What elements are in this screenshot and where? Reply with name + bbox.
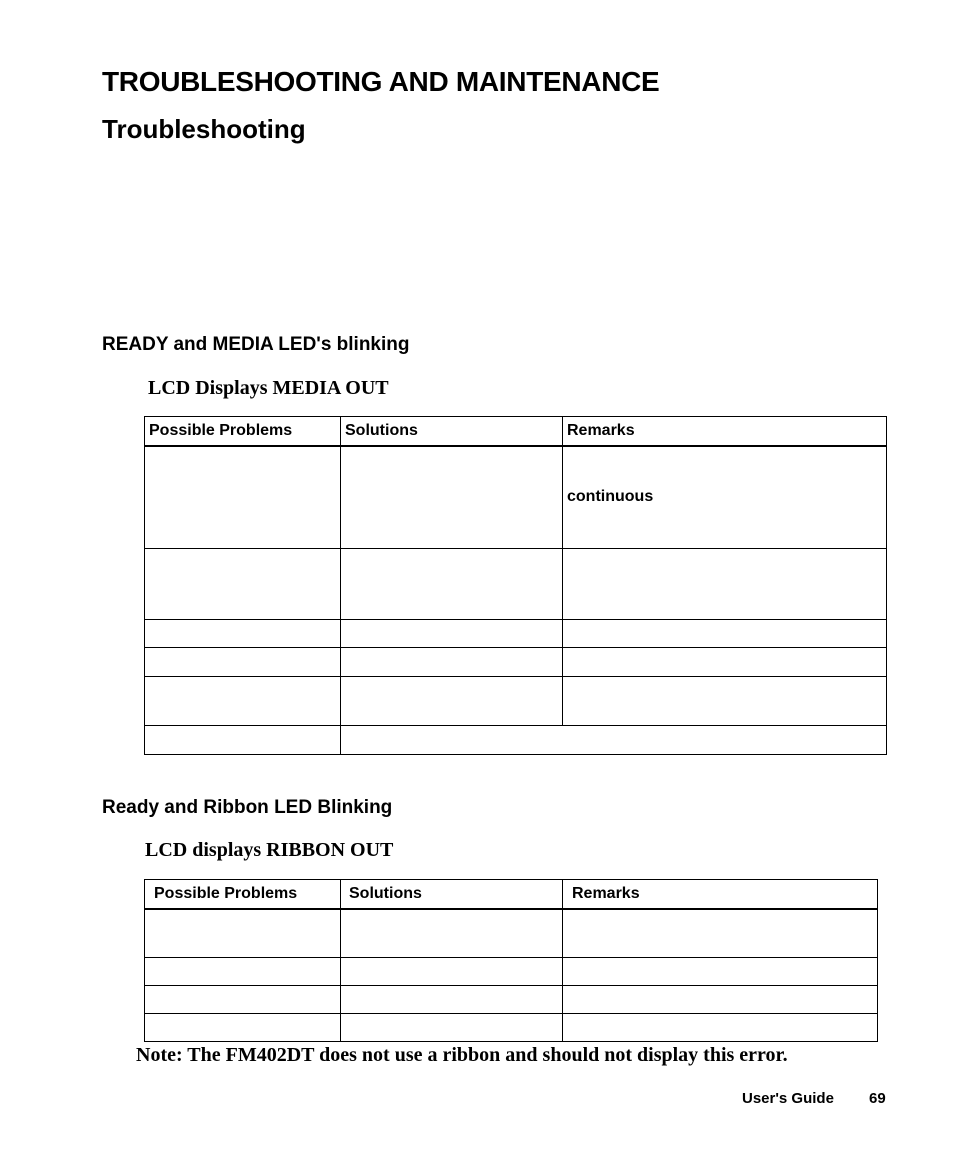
table-row (145, 446, 887, 549)
page-title: TROUBLESHOOTING AND MAINTENANCE (102, 66, 660, 97)
table-cell-merged (341, 726, 887, 755)
table-cell (145, 677, 341, 726)
table-cell (145, 620, 341, 648)
table-row (145, 549, 887, 620)
table-cell (341, 446, 563, 549)
table-cell (341, 648, 563, 677)
table-cell (341, 620, 563, 648)
table-cell (145, 986, 341, 1014)
header-remarks: Remarks (563, 880, 878, 909)
table-row (145, 909, 878, 958)
table-cell (341, 909, 563, 958)
table-cell (563, 958, 878, 986)
media-out-table (144, 416, 887, 755)
table-row (145, 677, 887, 726)
table-row (145, 1014, 878, 1042)
table-cell (563, 648, 887, 677)
table-cell (341, 677, 563, 726)
table-cell (563, 1014, 878, 1042)
table-cell (145, 446, 341, 549)
table-row (145, 958, 878, 986)
table-cell (145, 1014, 341, 1042)
section1-heading: READY and MEDIA LED's blinking (102, 334, 410, 355)
header-possible-problems: Possible Problems (145, 880, 341, 909)
section1-subheading: LCD Displays MEDIA OUT (148, 377, 389, 399)
table-row (145, 986, 878, 1014)
table-header-row (145, 880, 878, 909)
footer-page-number: 69 (869, 1090, 886, 1107)
table-cell (563, 986, 878, 1014)
table-cell (145, 549, 341, 620)
section2-subheading: LCD displays RIBBON OUT (145, 839, 394, 861)
table-cell (341, 958, 563, 986)
table-cell (145, 909, 341, 958)
table-cell (341, 986, 563, 1014)
table-cell (341, 1014, 563, 1042)
table-header-row (145, 417, 887, 446)
note-text: Note: The FM402DT does not use a ribbon and should not display this error. (136, 1044, 788, 1066)
table-cell (563, 677, 887, 726)
table-row (145, 726, 887, 755)
table-cell (145, 958, 341, 986)
table-row (145, 620, 887, 648)
table-cell (145, 648, 341, 677)
ribbon-out-table (144, 879, 878, 1042)
header-solutions: Solutions (341, 417, 563, 446)
section-title: Troubleshooting (102, 114, 306, 144)
table-cell (563, 549, 887, 620)
table-cell (341, 549, 563, 620)
header-remarks: Remarks (563, 417, 887, 446)
table-cell-remarks: continuous (563, 446, 887, 549)
table-row (145, 648, 887, 677)
table-cell (145, 726, 341, 755)
section2-heading: Ready and Ribbon LED Blinking (102, 797, 393, 818)
header-solutions: Solutions (341, 880, 563, 909)
table-cell (563, 909, 878, 958)
footer-guide-label: User's Guide (742, 1090, 834, 1107)
header-possible-problems: Possible Problems (145, 417, 341, 446)
table-cell (563, 620, 887, 648)
